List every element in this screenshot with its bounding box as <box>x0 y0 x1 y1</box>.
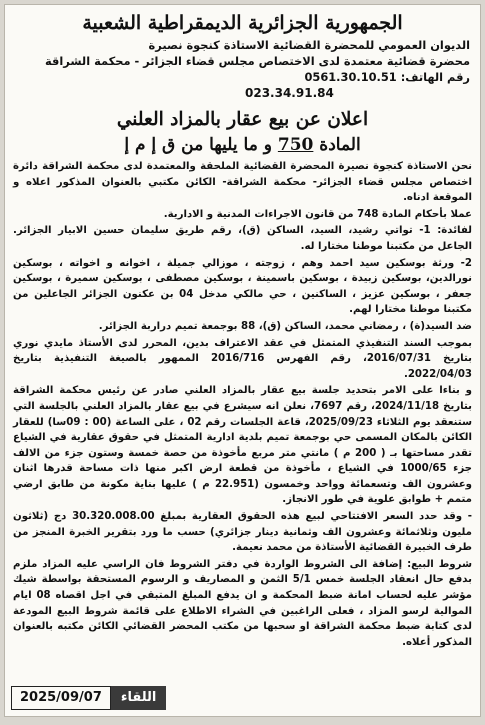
title-article-word: المادة <box>319 135 361 155</box>
paragraph-legal-basis: عملا بأحكام المادة 748 من قانون الاجراءات المدنية و الادارية. <box>163 208 472 220</box>
announcement-body <box>5 157 480 650</box>
jurisdiction-line: محضرة قضائية معتمدة لدى الاختصاص مجلس قضاء الجزائر - محكمة الشراقة <box>44 54 470 68</box>
announcement-page <box>4 4 481 717</box>
title-line-2 <box>5 133 480 157</box>
title-article-number: 750 <box>277 135 314 155</box>
republic-title: الجمهورية الجزائرية الديمقراطية الشعبية <box>82 12 403 34</box>
announcement-title <box>5 107 480 157</box>
paragraph-opening-price: - وقد حدد السعر الافتتاحي لبيع هذه الحقوق العقارية بمبلغ 30.320.008.00 دج (ثلاثون مليون وثلاثمائة وعشرون الف وثمانية دينار جزائري) حسب ما ورد بتقرير الخبرة المنجز من طرف الخبيرة القضائية الأستاذة من محمد نعيمة. <box>13 511 472 554</box>
title-line-1: اعلان عن بيع عقار بالمزاد العلني <box>116 109 369 130</box>
phone-number-2: 023.34.91.84 <box>245 86 334 100</box>
paragraph-beneficiary-2: 2- ورثة بوسكين سيد احمد وهم ، زوجته ، موزالي جميلة ، اخوانه و اخواته ، بوسكين نورالدين، بوسكين زبيدة ، بوسكين باسمينة ، بوسكين مصطفى ، بوسكين سميرة ، بوسكين جعفر ، بوسكين عزيز ، الساكنين ، حي مالكي مدخل 04 بن عكنون الجزائر الجاعلين من مكتبنا موطنا مختارا لهم. <box>13 257 472 316</box>
paragraph-bailiff: نحن الاستاذة كنجوة نصيرة المحضرة القضائية الملحقة والمعتمدة لدى محكمة الشراقة دائرة اختصاص مجلس قضاء الجزائر- محكمة الشراقة- الكائن مكتبي بالعنوان المذكور اعلاه و الموقعة ادناه. <box>13 161 472 204</box>
phone-line <box>15 69 470 85</box>
paragraph-auction-details: و بناءا على الامر بتحديد جلسة بيع عقار بالمزاد العلني صادر عن رئيس محكمة الشراقة بتاريخ 2024/11/18، رقم 7697، نعلن انه سيشرع في بيع عقار بالمزاد العلني بالجلسة التي ستنعقد يوم الثلاثاء 2025/09/23، قاعة الجلسات رقم 02 ، على الساعة (00 : 09سا) للعقار الكائن بالمكان المسمى حي بوجمعة تميم بلدية ادارية المتمثل في حقوق عقارية في الشياع تقدر مساحتها بـ ( 200 م ) مانتي متر مربع مأخوذة من حصة خمسة وستون جزء من الالف جزء 1000/65 في الشياع ، مأخوذة من قطعة ارض اكبر منها ذات مساحة قدرها اثنان وعشرون الف وتسعمائة وواحد وخمسون (22.951 م ) عليها بناية مكونة من طابق ارضي متمم + طوابق علوية في طور الانجاز. <box>13 385 473 506</box>
paragraph-defendant: ضد السيد(ة) ، رمضاني محمد، الساكن (ق)، 88 بوجمعة تميم دراربة الجزائر. <box>98 320 472 332</box>
title-article-suffix: و ما يليها من ق إ م إ <box>124 135 272 155</box>
publication-date: 2025/09/07 <box>11 686 111 710</box>
office-name: الديوان العمومي للمحضرة القضائية الاستاذة كنجوة نصيرة <box>148 38 470 52</box>
paragraph-sale-conditions: شروط البيع: إضافة الى الشروط الواردة في دفتر الشروط فان الراسي عليه المزاد ملزم بدفع حال انعقاد الجلسة خمس 5/1 الثمن و المصاريف و الرسوم المستحقة بواسطة شيك مؤشر عليه لحساب امانة ضبط المحكمة و ان يدفع المبلغ المتبقي في اجل اقصاه 08 ايام الموالية لرسو المزاد ، فعلى الراغبين في الشراء الاطلاع على قائمة شروط البيع المودعة لدى كتابة ضبط محكمة الشراقة او سحبها من مكتب المحضر القضائي الكائن مكتبه بالعنوان المذكور أعلاه. <box>13 558 472 648</box>
paragraph-enforcement-title: بموجب السند التنفيذي المتمثل في عقد الاعتراف بدين، المحرر لدى الأستاذ مايدي نوري بتاريخ 2016/07/31، رقم الفهرس 2016/716 الممهور بالصيغة التنفيذية بتاريخ 2022/04/03. <box>13 337 472 380</box>
phone-label: رقم الهاتف: <box>400 70 470 84</box>
footer <box>11 686 166 710</box>
header <box>5 5 480 101</box>
phone-number-1: 0561.30.10.51 <box>304 70 397 84</box>
newspaper-name: اللقاء <box>111 686 167 710</box>
paragraph-beneficiary-1: لفائدة: 1- تواتي رشيد، السيد، الساكن (ق)، رقم طريق سليمان حسين الابيار الجزائر. الجاعل من مكتبنا موطنا مختارا له. <box>13 225 472 252</box>
